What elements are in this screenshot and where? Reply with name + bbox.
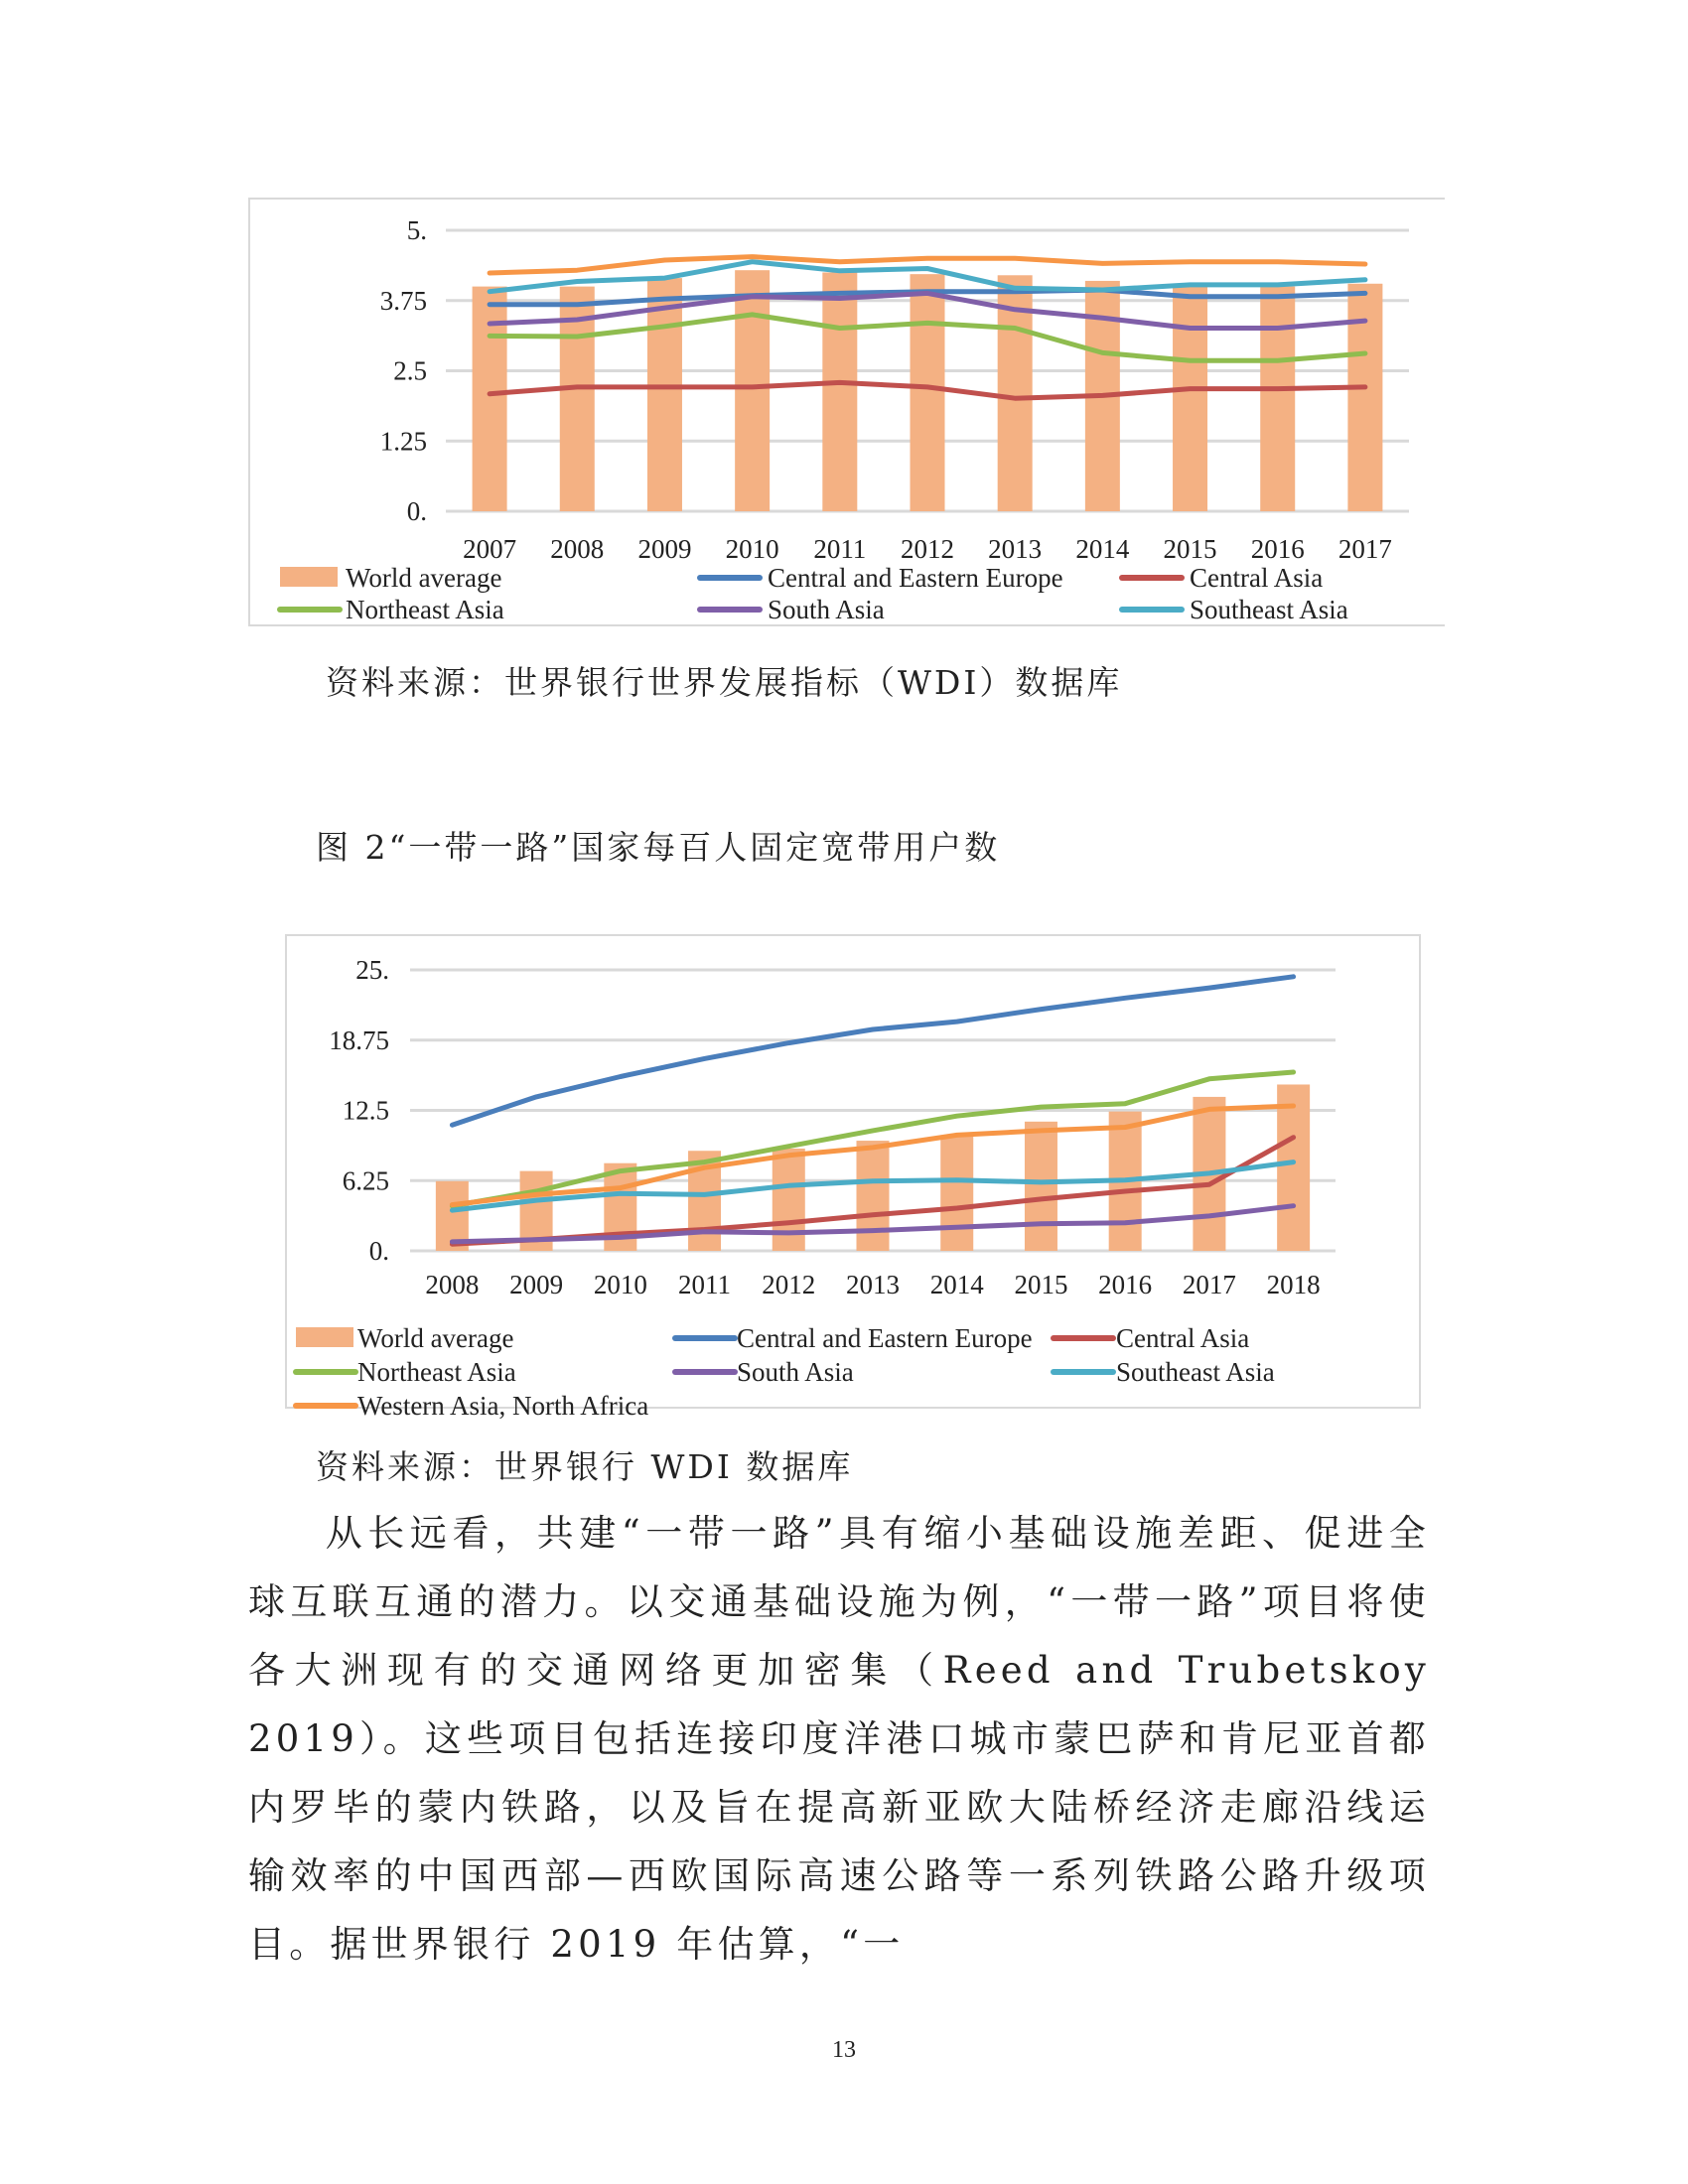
legend-item-label: South Asia: [737, 1357, 854, 1387]
legend-item-label: South Asia: [768, 595, 885, 624]
x-tick-label: 2012: [901, 534, 954, 564]
figure-2-source: 资料来源：世界银行 WDI 数据库: [316, 1447, 854, 1486]
bar-world-average: [1173, 287, 1207, 511]
y-tick-label: 25.: [355, 955, 389, 985]
x-tick-label: 2012: [762, 1270, 816, 1299]
x-tick-label: 2013: [988, 534, 1043, 564]
bar-world-average: [822, 272, 857, 511]
paragraph-text: 从长远看，共建“一带一路”具有缩小基础设施差距、促进全球互联互通的潜力。以交通基础设施为例，“一带一路”项目将使各大洲现有的交通网络更加密集（Reed and Trubetskoy 2019）。这些项目包括连接印度洋港口城市蒙巴萨和肯尼亚首都内罗毕的蒙内铁路，以及旨在提高新亚欧大陆桥经济走廊沿线运输效率的中国西部—西欧国际高速公路等一系列铁路公路升级项目。据世界银行 2019 年估算，“一: [248, 1512, 1430, 1966]
x-tick-label: 2015: [1163, 534, 1217, 564]
x-tick-label: 2011: [678, 1270, 732, 1299]
x-tick-label: 2009: [637, 534, 692, 564]
body-paragraph: [248, 1499, 1430, 1979]
legend-item-label: Central and Eastern Europe: [768, 563, 1063, 593]
legend-item-label: Central and Eastern Europe: [737, 1323, 1033, 1353]
x-tick-label: 2010: [593, 1270, 647, 1299]
legend-item-label: Central Asia: [1190, 563, 1324, 593]
bar-world-average: [1025, 1122, 1057, 1251]
bar-world-average: [1260, 287, 1295, 511]
y-tick-label: 0.: [368, 1236, 389, 1266]
x-tick-label: 2014: [1075, 534, 1130, 564]
figure-1-source: 资料来源：世界银行世界发展指标（WDI）数据库: [326, 663, 1123, 702]
bar-world-average: [857, 1141, 890, 1251]
page-number: 13: [832, 2037, 856, 2063]
legend-item-label: Southeast Asia: [1116, 1357, 1275, 1387]
figure-2-caption: 图 2“一带一路”国家每百人固定宽带用户数: [316, 828, 1001, 867]
x-tick-label: 2017: [1182, 1270, 1236, 1299]
x-tick-label: 2014: [929, 1270, 984, 1299]
y-tick-label: 5.: [406, 215, 427, 245]
x-tick-label: 2011: [813, 534, 867, 564]
y-tick-label: 1.25: [379, 426, 427, 457]
legend-item-label: Northeast Asia: [357, 1357, 516, 1387]
legend-item-label: Southeast Asia: [1190, 595, 1348, 624]
x-tick-label: 2008: [425, 1270, 480, 1299]
series-line-central-and-eastern-europe: [452, 977, 1293, 1125]
x-tick-label: 2013: [846, 1270, 900, 1299]
x-tick-label: 2017: [1337, 534, 1392, 564]
legend-item-label: Central Asia: [1116, 1323, 1250, 1353]
bar-world-average: [911, 274, 945, 511]
x-tick-label: 2010: [725, 534, 779, 564]
x-tick-label: 2018: [1266, 1270, 1321, 1299]
y-tick-label: 0.: [406, 496, 427, 526]
bar-world-average: [940, 1135, 973, 1251]
legend-item-label: Western Asia, North Africa: [357, 1391, 649, 1421]
legend-world-average-label: World average: [357, 1323, 514, 1353]
y-tick-label: 12.5: [342, 1095, 389, 1126]
legend-swatch-bar: [280, 567, 338, 587]
x-tick-label: 2008: [550, 534, 605, 564]
x-tick-label: 2016: [1250, 534, 1305, 564]
x-tick-label: 2015: [1014, 1270, 1068, 1299]
bar-world-average: [1277, 1084, 1310, 1251]
bar-world-average: [735, 270, 770, 511]
y-tick-label: 18.75: [329, 1024, 389, 1055]
bar-world-average: [1347, 284, 1382, 511]
bar-world-average: [473, 287, 507, 511]
y-tick-label: 6.25: [342, 1165, 389, 1196]
legend-swatch-bar: [296, 1327, 353, 1347]
legend-item-label: Northeast Asia: [346, 595, 504, 624]
y-tick-label: 2.5: [393, 355, 427, 386]
bar-world-average: [647, 278, 682, 511]
x-tick-label: 2007: [463, 534, 517, 564]
legend-world-average-label: World average: [346, 563, 502, 593]
bar-world-average: [773, 1149, 805, 1251]
x-tick-label: 2016: [1098, 1270, 1153, 1299]
y-tick-label: 3.75: [379, 285, 427, 316]
x-tick-label: 2009: [509, 1270, 564, 1299]
